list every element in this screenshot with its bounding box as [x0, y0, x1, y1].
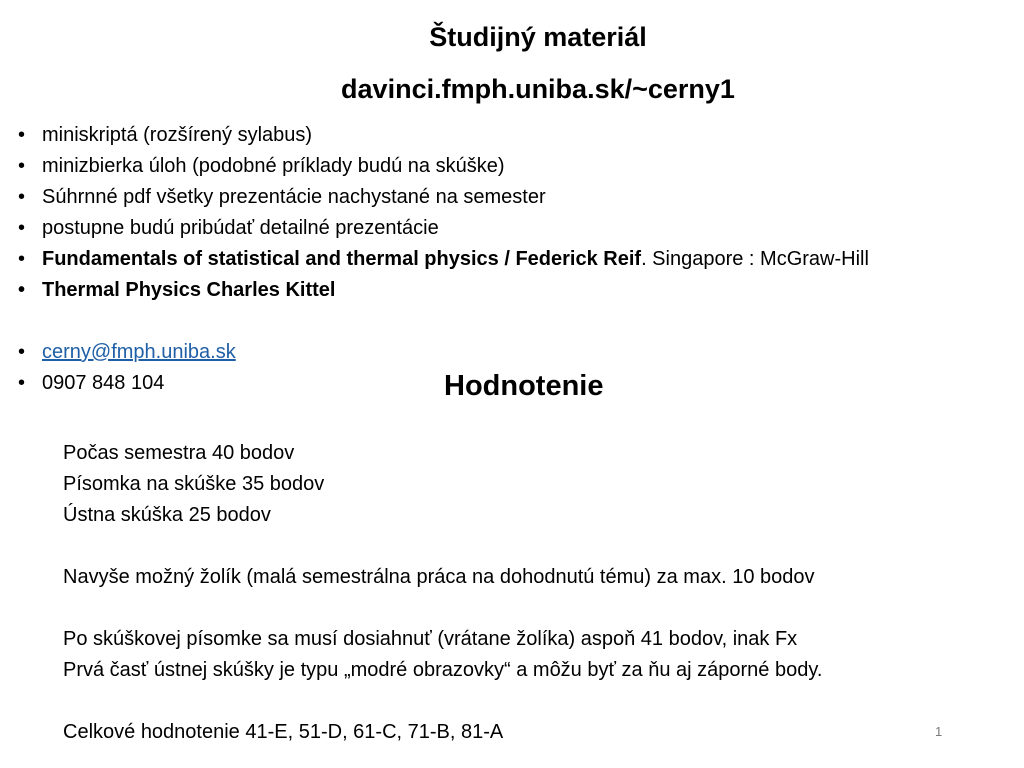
- grading-total: Celkové hodnotenie 41-E, 51-D, 61-C, 71-B, 81-A: [63, 721, 504, 743]
- list-item-book-reif: [18, 244, 869, 275]
- list-item-phone: • 0907 848 104: [18, 368, 869, 399]
- grading-heading: Hodnotenie: [444, 370, 604, 402]
- book-reif-title: Fundamentals of statistical and thermal physics / Federick Reif: [42, 248, 642, 270]
- grading-bonus: Navyše možný žolík (malá semestrálna práca na dohodnutú tému) za max. 10 bodov: [63, 566, 815, 588]
- list-item: • miniskriptá (rozšírený sylabus): [18, 120, 869, 151]
- materials-list: [18, 120, 869, 399]
- list-item-email: [18, 337, 869, 368]
- book-reif-publisher: . Singapore : McGraw-Hill: [641, 248, 869, 270]
- grading-oral-part: Prvá časť ústnej skúšky je typu „modré obrazovky“ a môžu byť za ňu aj záporné body.: [63, 659, 823, 681]
- list-item-book-kittel: • Thermal Physics Charles Kittel: [18, 275, 869, 306]
- grading-section: [63, 438, 822, 748]
- list-item: • minizbierka úloh (podobné príklady budú na skúške): [18, 151, 869, 182]
- grading-requirement: Po skúškovej písomke sa musí dosiahnuť (vrátane žolíka) aspoň 41 bodov, inak Fx: [63, 628, 798, 650]
- grading-oral: Ústna skúška 25 bodov: [63, 504, 271, 526]
- list-item: • postupne budú pribúdať detailné prezentácie: [18, 213, 869, 244]
- course-url: davinci.fmph.uniba.sk/~cerny1: [341, 74, 735, 104]
- email-link[interactable]: cerny@fmph.uniba.sk: [42, 341, 236, 363]
- grading-written: Písomka na skúške 35 bodov: [63, 473, 325, 495]
- page-number: 1: [935, 724, 943, 739]
- grading-semester: Počas semestra 40 bodov: [63, 442, 295, 464]
- slide-title: Študijný materiál: [429, 22, 647, 52]
- list-item: • Súhrnné pdf všetky prezentácie nachystané na semester: [18, 182, 869, 213]
